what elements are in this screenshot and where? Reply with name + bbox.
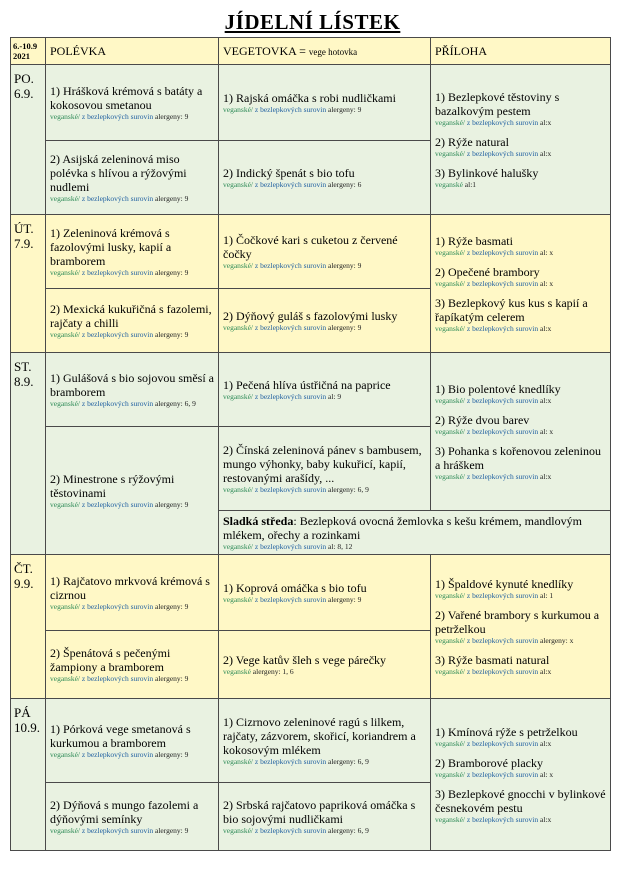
vegan-label: veganské/: [435, 426, 465, 436]
gf-label: z bezlepkových surovin: [466, 148, 539, 158]
vegan-label: veganské/: [50, 499, 80, 509]
sweet-label: Sladká středa: [223, 513, 294, 528]
soup-1: [46, 353, 219, 427]
day-cell: [11, 215, 46, 353]
day-name: ST.: [14, 359, 32, 374]
side-item-2: [435, 608, 606, 646]
main-2-name: 2) Vege katův šleh s vege párečky: [223, 652, 387, 667]
day-name: ÚT.: [14, 221, 34, 236]
gf-label: z bezlepkových surovin: [466, 278, 539, 288]
page-title: JÍDELNÍ LÍSTEK: [224, 10, 401, 34]
soup-2: [46, 141, 219, 215]
day-date: 10.9.: [14, 720, 40, 735]
allergen-label: al:x: [539, 738, 552, 748]
vegan-label: veganské/: [50, 193, 80, 203]
soup-2-note: [50, 500, 214, 510]
soup-1-note: [50, 602, 214, 612]
main-2: [219, 427, 431, 511]
day-row: [11, 699, 611, 783]
soup-1: [46, 65, 219, 141]
vegan-label: veganské/: [435, 323, 465, 333]
vegan-label: veganské/: [223, 104, 253, 114]
main-2: [219, 783, 431, 851]
main-1: [219, 353, 431, 427]
allergen-label: alergeny: 6, 9: [327, 756, 369, 766]
side-item-2: [435, 756, 606, 780]
gf-label: z bezlepkových surovin: [254, 825, 327, 835]
soup-1-note: [50, 268, 214, 278]
sides-cell: [431, 555, 611, 699]
soup-2: [46, 427, 219, 555]
side-item-2: [435, 265, 606, 289]
allergen-label: alergeny: 1, 6: [252, 666, 294, 676]
allergen-label: al:x: [539, 395, 552, 405]
gf-label: z bezlepkových surovin: [254, 260, 327, 270]
soup-2-name: 2) Dýňová s mungo fazolemi a dýňovými semínky: [50, 797, 199, 826]
side-item-1: [435, 90, 606, 128]
vegan-label: veganské/: [223, 541, 253, 551]
side-name: 1) Špaldové kynuté knedlíky: [435, 576, 574, 591]
vegan-label: veganské/: [50, 673, 80, 683]
allergen-label: alergeny: 9: [327, 104, 362, 114]
allergen-label: alergeny: 9: [154, 111, 189, 121]
day-cell: [11, 699, 46, 851]
vegan-label: veganské/: [435, 666, 465, 676]
side-note: [435, 667, 606, 677]
gf-label: z bezlepkových surovin: [466, 635, 539, 645]
allergen-label: alergeny: 9: [154, 749, 189, 759]
vegan-label: veganské/: [435, 635, 465, 645]
vegan-label: veganské/: [435, 471, 465, 481]
vegan-label: veganské/: [435, 590, 465, 600]
allergen-label: alergeny: 9: [327, 594, 362, 604]
vegan-label: veganské/: [50, 825, 80, 835]
soup-2: [46, 289, 219, 353]
side-note: [435, 118, 606, 128]
main-1-note: [223, 392, 426, 402]
side-name: 3) Bylinkové halušky: [435, 165, 539, 180]
vegan-label: veganské: [435, 179, 463, 189]
allergen-label: al:x: [539, 323, 552, 333]
side-name: 3) Rýže basmati natural: [435, 652, 550, 667]
day-row: [11, 353, 611, 427]
menu-table: [10, 37, 611, 851]
allergen-label: alergeny: 6, 9: [327, 825, 369, 835]
gf-label: z bezlepkových surovin: [466, 426, 539, 436]
soup-1: [46, 699, 219, 783]
header-row: [11, 38, 611, 65]
main-1-name: 1) Cizrnovo zeleninové ragú s lilkem, rajčaty, zázvorem, skořicí, koriandrem a kokosovým mlékem: [223, 714, 416, 757]
side-note: [435, 739, 606, 749]
side-note: [435, 180, 606, 190]
main-1-note: [223, 757, 426, 767]
main-2-note: [223, 826, 426, 836]
side-item-2: [435, 135, 606, 159]
gf-label: z bezlepkových surovin: [466, 814, 539, 824]
gf-label: z bezlepkových surovin: [254, 391, 327, 401]
vegan-label: veganské/: [435, 769, 465, 779]
allergen-label: alergeny: 6, 9: [154, 398, 196, 408]
day-cell: [11, 353, 46, 555]
main-1: [219, 65, 431, 141]
vegan-label: veganské: [223, 666, 251, 676]
day-date: 8.9.: [14, 374, 34, 389]
side-name: 3) Bezlepkový kus kus s kapií a řapíkatým celerem: [435, 295, 588, 324]
soup-2-note: [50, 674, 214, 684]
side-name: 1) Kmínová rýže s petrželkou: [435, 724, 578, 739]
main-1-note: [223, 105, 426, 115]
allergen-label: al: x: [539, 278, 554, 288]
gf-label: z bezlepkových surovin: [466, 590, 539, 600]
gf-label: z bezlepkových surovin: [81, 329, 154, 339]
sides-cell: [431, 699, 611, 851]
allergen-label: alergeny: 6: [327, 179, 362, 189]
side-name: 1) Bezlepkové těstoviny s bazalkovým pestem: [435, 89, 560, 118]
allergen-label: al: 1: [539, 590, 554, 600]
soup-1-note: [50, 112, 214, 122]
vegan-label: veganské/: [435, 738, 465, 748]
day-date: 9.9.: [14, 576, 34, 591]
allergen-label: alergeny: x: [539, 635, 574, 645]
vegan-label: veganské/: [223, 825, 253, 835]
allergen-label: alergeny: 9: [154, 601, 189, 611]
vegan-label: veganské/: [223, 322, 253, 332]
soup-1: [46, 555, 219, 631]
vegan-label: veganské/: [435, 278, 465, 288]
allergen-label: alergeny: 6, 9: [327, 484, 369, 494]
gf-label: z bezlepkových surovin: [254, 104, 327, 114]
gf-label: z bezlepkových surovin: [81, 111, 154, 121]
side-name: 3) Bezlepkové gnocchi v bylinkové česnekovém pestu: [435, 786, 606, 815]
sides-cell: [431, 215, 611, 353]
day-cell: [11, 555, 46, 699]
main-1-name: 1) Koprová omáčka s bio tofu: [223, 580, 367, 595]
soup-2-name: 2) Špenátová s pečenými žampiony a bramborem: [50, 645, 171, 674]
main-1-name: 1) Pečená hlíva ústřičná na paprice: [223, 377, 391, 392]
side-name: 2) Rýže dvou barev: [435, 412, 530, 427]
side-item-3: [435, 166, 606, 190]
soup-1-name: 1) Zeleninová krémová s fazolovými lusky, kapií a bramborem: [50, 225, 172, 268]
soup-1-note: [50, 399, 214, 409]
sides-cell: [431, 353, 611, 511]
sweet-cell: [219, 511, 611, 555]
main-2-name: 2) Čínská zeleninová pánev s bambusem, mungo výhonky, baby kukuřicí, kapií, restovanými arašídy, ...: [223, 442, 422, 485]
soup-2: [46, 783, 219, 851]
main-2: [219, 631, 431, 699]
gf-label: z bezlepkových surovin: [81, 398, 154, 408]
header-date-range: 6.-10.9 2021: [11, 38, 46, 65]
sides-cell: [431, 65, 611, 215]
main-2-note: [223, 667, 426, 677]
vegan-label: veganské/: [435, 117, 465, 127]
gf-label: z bezlepkových surovin: [81, 267, 154, 277]
side-note: [435, 324, 606, 334]
side-note: [435, 396, 606, 406]
header-side: PŘÍLOHA: [431, 38, 611, 65]
main-2: [219, 289, 431, 353]
soup-1: [46, 215, 219, 289]
soup-2-note: [50, 194, 214, 204]
gf-label: z bezlepkových surovin: [466, 666, 539, 676]
side-note: [435, 472, 606, 482]
side-item-3: [435, 787, 606, 825]
sweet-desc: : Bezlepková ovocná žemlovka s kešu krémem, mandlovým mlékem, ořechy a rozinkami: [223, 513, 582, 542]
allergen-label: al:1: [464, 179, 477, 189]
allergen-label: al:x: [539, 117, 552, 127]
main-2-note: [223, 485, 426, 495]
vegan-label: veganské/: [435, 395, 465, 405]
main-1: [219, 555, 431, 631]
sweet-text: [223, 514, 606, 542]
side-note: [435, 427, 606, 437]
gf-label: z bezlepkových surovin: [254, 541, 327, 551]
soup-1-name: 1) Pórková vege smetanová s kurkumou a bramborem: [50, 721, 191, 750]
allergen-label: alergeny: 9: [154, 673, 189, 683]
gf-label: z bezlepkových surovin: [81, 673, 154, 683]
soup-2-name: 2) Asijská zeleninová miso polévka s hlívou a rýžovými nudlemi: [50, 151, 187, 194]
allergen-label: al: x: [539, 426, 554, 436]
side-name: 2) Rýže natural: [435, 134, 509, 149]
side-name: 3) Pohanka s kořenovou zeleninou a hráškem: [435, 443, 601, 472]
side-note: [435, 279, 606, 289]
soup-2-note: [50, 826, 214, 836]
vegan-label: veganské/: [435, 247, 465, 257]
side-name: 2) Opečené brambory: [435, 264, 540, 279]
vegan-label: veganské/: [50, 267, 80, 277]
main-1-name: 1) Rajská omáčka s robi nudličkami: [223, 90, 396, 105]
header-vegetovka: [219, 38, 431, 65]
soup-2: [46, 631, 219, 699]
side-note: [435, 770, 606, 780]
gf-label: z bezlepkových surovin: [466, 247, 539, 257]
day-name: PO.: [14, 71, 34, 86]
allergen-label: al: 9: [327, 391, 342, 401]
gf-label: z bezlepkových surovin: [81, 193, 154, 203]
allergen-label: alergeny: 9: [154, 499, 189, 509]
day-cell: [11, 65, 46, 215]
vegan-label: veganské/: [50, 601, 80, 611]
side-name: 2) Bramborové placky: [435, 755, 543, 770]
side-item-1: [435, 234, 606, 258]
vegan-label: veganské/: [50, 398, 80, 408]
main-2-note: [223, 323, 426, 333]
main-1: [219, 699, 431, 783]
day-name: ČT.: [14, 561, 33, 576]
side-item-3: [435, 653, 606, 677]
main-1-note: [223, 595, 426, 605]
gf-label: z bezlepkových surovin: [254, 594, 327, 604]
vegan-label: veganské/: [435, 814, 465, 824]
allergen-label: alergeny: 9: [154, 825, 189, 835]
gf-label: z bezlepkových surovin: [466, 769, 539, 779]
gf-label: z bezlepkových surovin: [466, 738, 539, 748]
gf-label: z bezlepkových surovin: [466, 395, 539, 405]
allergen-label: alergeny: 9: [154, 329, 189, 339]
allergen-label: al:x: [539, 471, 552, 481]
main-2-name: 2) Dýňový guláš s fazolovými lusky: [223, 308, 398, 323]
side-name: 1) Bio polentové knedlíky: [435, 381, 561, 396]
vegan-label: veganské/: [50, 329, 80, 339]
gf-label: z bezlepkových surovin: [81, 749, 154, 759]
vegan-label: veganské/: [223, 594, 253, 604]
vegan-label: veganské/: [223, 179, 253, 189]
gf-label: z bezlepkových surovin: [81, 601, 154, 611]
header-vegetovka-label: VEGETOVKA =: [223, 43, 306, 58]
gf-label: z bezlepkových surovin: [466, 471, 539, 481]
allergen-label: al: 8, 12: [327, 541, 353, 551]
side-name: 1) Rýže basmati: [435, 233, 513, 248]
main-2: [219, 141, 431, 215]
day-date: 6.9.: [14, 86, 34, 101]
soup-2-note: [50, 330, 214, 340]
header-soup: POLÉVKA: [46, 38, 219, 65]
vegan-label: veganské/: [50, 749, 80, 759]
main-1: [219, 215, 431, 289]
vegan-label: veganské/: [435, 148, 465, 158]
side-note: [435, 636, 606, 646]
soup-1-name: 1) Rajčatovo mrkvová krémová s cizrnou: [50, 573, 210, 602]
vegan-label: veganské/: [223, 260, 253, 270]
vegan-label: veganské/: [223, 756, 253, 766]
soup-1-name: 1) Gulášová s bio sojovou směsí a bramborem: [50, 370, 214, 399]
day-name: PÁ: [14, 705, 31, 720]
side-item-3: [435, 296, 606, 334]
gf-label: z bezlepkových surovin: [254, 322, 327, 332]
allergen-label: alergeny: 9: [154, 267, 189, 277]
main-2-name: 2) Indický špenát s bio tofu: [223, 165, 355, 180]
allergen-label: al:x: [539, 814, 552, 824]
soup-1-name: 1) Hrášková krémová s batáty a kokosovou smetanou: [50, 83, 203, 112]
side-note: [435, 149, 606, 159]
vegan-label: veganské/: [223, 484, 253, 494]
day-row: [11, 65, 611, 141]
allergen-label: al:x: [539, 148, 552, 158]
allergen-label: al: x: [539, 247, 554, 257]
vegan-label: veganské/: [50, 111, 80, 121]
side-note: [435, 591, 606, 601]
day-row: [11, 215, 611, 289]
side-note: [435, 815, 606, 825]
main-2-name: 2) Srbská rajčatovo papriková omáčka s bio sojovými nudličkami: [223, 797, 416, 826]
side-item-3: [435, 444, 606, 482]
day-row: [11, 555, 611, 631]
gf-label: z bezlepkových surovin: [254, 756, 327, 766]
header-vegetovka-note: vege hotovka: [308, 46, 358, 57]
soup-2-name: 2) Mexická kukuřičná s fazolemi, rajčaty a chilli: [50, 301, 212, 330]
gf-label: z bezlepkových surovin: [81, 499, 154, 509]
side-item-1: [435, 725, 606, 749]
allergen-label: alergeny: 9: [327, 322, 362, 332]
gf-label: z bezlepkových surovin: [466, 323, 539, 333]
vegan-label: veganské/: [223, 391, 253, 401]
gf-label: z bezlepkových surovin: [254, 484, 327, 494]
side-name: 2) Vařené brambory s kurkumou a petrželkou: [435, 607, 600, 636]
main-1-name: 1) Čočkové kari s cuketou z červené čočky: [223, 232, 398, 261]
allergen-label: alergeny: 9: [327, 260, 362, 270]
side-item-1: [435, 382, 606, 406]
gf-label: z bezlepkových surovin: [81, 825, 154, 835]
side-item-2: [435, 413, 606, 437]
gf-label: z bezlepkových surovin: [254, 179, 327, 189]
side-note: [435, 248, 606, 258]
main-2-note: [223, 180, 426, 190]
allergen-label: al:x: [539, 666, 552, 676]
allergen-label: al: x: [539, 769, 554, 779]
sweet-note: [223, 542, 606, 552]
allergen-label: alergeny: 9: [154, 193, 189, 203]
soup-2-name: 2) Minestrone s rýžovými těstovinami: [50, 471, 175, 500]
gf-label: z bezlepkových surovin: [466, 117, 539, 127]
main-1-note: [223, 261, 426, 271]
day-date: 7.9.: [14, 236, 34, 251]
side-item-1: [435, 577, 606, 601]
soup-1-note: [50, 750, 214, 760]
